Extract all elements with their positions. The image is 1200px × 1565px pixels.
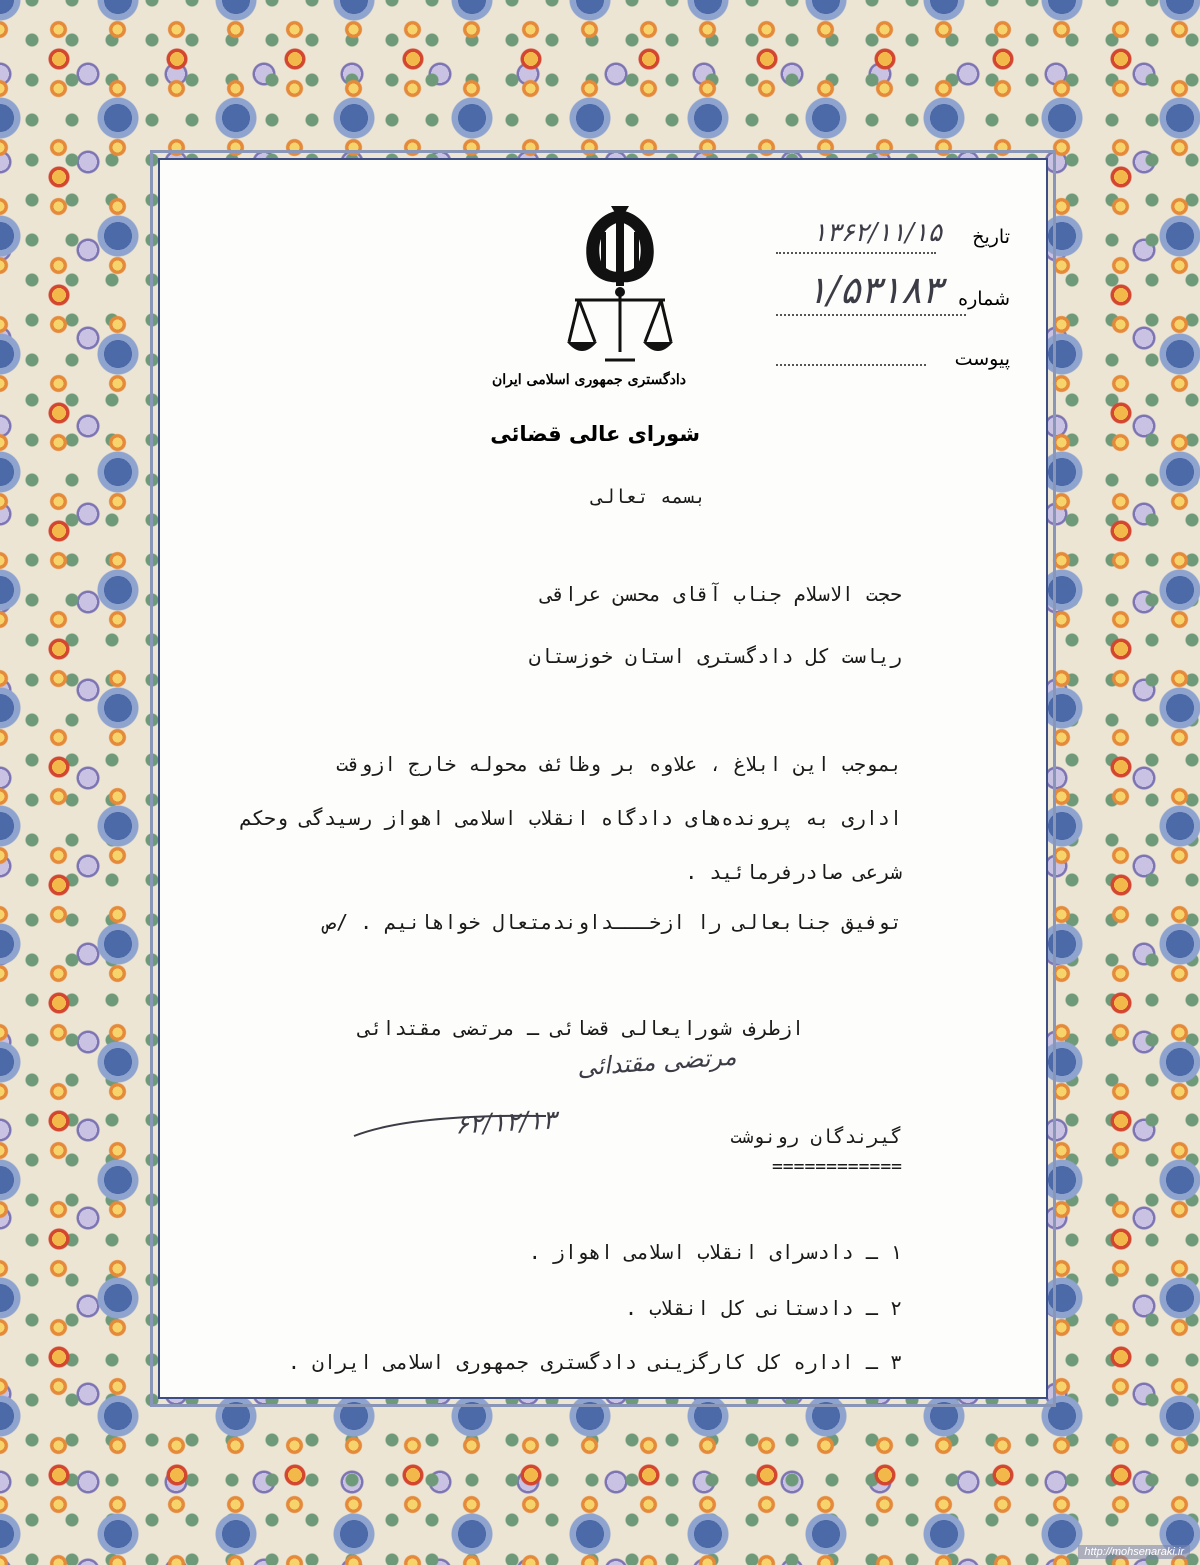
body-line-1: بموجب این ابلاغ ، علاوه بر وظائف محوله خارج ازوقت <box>336 752 902 776</box>
number-underline <box>776 314 966 316</box>
attachment-label: پیوست <box>954 348 1010 370</box>
number-value: ۱/۵۳۱۸۳ <box>806 268 942 312</box>
handwritten-date: ۶۲/۱۲/۱۳ <box>453 1105 557 1141</box>
handwritten-signature: مرتضی مقتدائی <box>575 1042 737 1082</box>
iran-emblem-icon <box>565 202 675 372</box>
date-underline <box>776 252 936 254</box>
signature-line: ازطرف شورایعالی قضائی ـ مرتضی مقتدائی <box>358 1016 804 1040</box>
date-label: تاریخ <box>972 226 1010 248</box>
salutation: بسمه تعالی <box>591 486 706 508</box>
recipient-line-1: حجت الاسلام جناب آقای محسن عراقی <box>540 582 902 606</box>
attachment-underline <box>776 364 926 366</box>
recipient-line-2: ریاست کل دادگستری استان خوزستان <box>528 644 902 668</box>
watermark-url: http://mohsenaraki.ir <box>1078 1545 1190 1559</box>
signature-stroke <box>350 1108 550 1148</box>
council-title: شورای عالی قضائی <box>490 422 700 446</box>
body-line-3: شرعی صادرفرمائید . <box>685 860 902 884</box>
number-label: شماره <box>958 288 1010 310</box>
letter-paper <box>158 158 1048 1399</box>
date-value: ۱۳۶۲/۱۱/۱۵ <box>812 218 942 248</box>
emblem-caption: دادگستری جمهوری اسلامی ایران <box>491 372 686 388</box>
cc-item-3: ۳ ـ اداره کل کارگزینی دادگستری جمهوری اسلامی ایران . <box>287 1350 902 1374</box>
cc-item-1: ۱ ـ دادسرای انقلاب اسلامی اهواز . <box>528 1240 902 1264</box>
cc-title: گیرندگان رونوشت <box>730 1126 902 1148</box>
body-line-2: اداری به پرونده‌های دادگاه انقلاب اسلامی اهواز رسیدگی وحکم <box>239 806 902 830</box>
cc-underline: ============ <box>771 1156 902 1177</box>
cc-item-2: ۲ ـ دادستانی کل انقلاب . <box>625 1296 902 1320</box>
body-line-4: توفیق جنابعالی را ازخـــداوندمتعال خواهانیم . /ص <box>324 910 902 934</box>
